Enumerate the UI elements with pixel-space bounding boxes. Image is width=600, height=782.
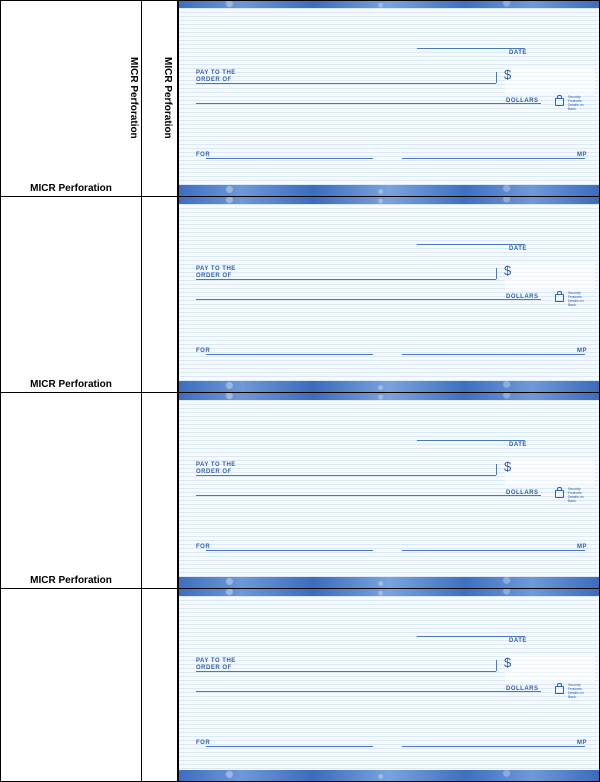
micr-vertical-label-2: MICR Perforation: [162, 57, 173, 139]
stub-left: [1, 589, 142, 781]
dollar-sign: $: [504, 67, 512, 82]
amount-box: [505, 67, 595, 93]
for-label: FOR: [196, 348, 211, 354]
date-line: [417, 636, 525, 637]
stub-strip: [142, 197, 179, 392]
stub-strip: [142, 1, 179, 196]
signature-line: [402, 550, 585, 551]
pay-to-label: PAY TO THE: [196, 266, 236, 272]
lock-icon: [555, 490, 564, 498]
stub-strip: [142, 393, 179, 588]
pay-to-label: PAY TO THE: [196, 70, 236, 76]
pay-to-label: PAY TO THE: [196, 462, 236, 468]
date-label: DATE: [509, 638, 527, 644]
order-of-label: ORDER OF: [196, 469, 232, 475]
micr-perforation-label: MICR Perforation: [30, 575, 112, 586]
for-label: FOR: [196, 740, 211, 746]
payee-line: [196, 83, 496, 84]
for-label: FOR: [196, 152, 211, 158]
security-features-note: Security Features Details on Back.: [568, 95, 584, 111]
date-line: [417, 440, 525, 441]
dollar-sign: $: [504, 459, 512, 474]
security-features-note: Security Features Details on Back.: [568, 683, 584, 699]
amount-words-line: [196, 495, 541, 496]
memo-line: [206, 746, 373, 747]
stub-left: [1, 393, 142, 588]
check-row-1: [1, 1, 599, 197]
payee-line-end: [496, 72, 497, 83]
check-row-4: [1, 589, 599, 781]
check-bottom-border: [179, 577, 599, 588]
mp-label: MP: [577, 544, 587, 550]
check-bottom-border: [179, 381, 599, 392]
dollars-label: DOLLARS: [506, 490, 539, 496]
dollars-label: DOLLARS: [506, 294, 539, 300]
memo-line: [206, 550, 373, 551]
micr-perforation-label: MICR Perforation: [30, 379, 112, 390]
lock-icon: [555, 686, 564, 694]
payee-line: [196, 671, 496, 672]
lock-icon: [555, 98, 564, 106]
check: [179, 589, 599, 781]
payee-line: [196, 475, 496, 476]
mp-label: MP: [577, 348, 587, 354]
payee-line-end: [496, 660, 497, 671]
signature-line: [402, 746, 585, 747]
mp-label: MP: [577, 152, 587, 158]
date-line: [417, 48, 525, 49]
payee-line-end: [496, 464, 497, 475]
dollar-sign: $: [504, 655, 512, 670]
check-row-3: [1, 393, 599, 589]
stub-left: [1, 1, 142, 196]
pay-to-label: PAY TO THE: [196, 658, 236, 664]
amount-box: [505, 655, 595, 681]
check: [179, 197, 599, 392]
amount-words-line: [196, 103, 541, 104]
amount-words-line: [196, 299, 541, 300]
dollars-label: DOLLARS: [506, 98, 539, 104]
check: [179, 1, 599, 196]
stub-strip: [142, 589, 179, 781]
check-bottom-border: [179, 770, 599, 781]
payee-line: [196, 279, 496, 280]
order-of-label: ORDER OF: [196, 665, 232, 671]
signature-line: [402, 354, 585, 355]
order-of-label: ORDER OF: [196, 77, 232, 83]
date-label: DATE: [509, 246, 527, 252]
security-features-note: Security Features Details on Back.: [568, 487, 584, 503]
date-label: DATE: [509, 50, 527, 56]
micr-perforation-label: MICR Perforation: [30, 183, 112, 194]
amount-words-line: [196, 691, 541, 692]
check-top-border: [179, 393, 599, 400]
micr-vertical-label: MICR Perforation: [128, 57, 139, 139]
lock-icon: [555, 294, 564, 302]
memo-line: [206, 158, 373, 159]
payee-line-end: [496, 268, 497, 279]
check: [179, 393, 599, 588]
check-top-border: [179, 1, 599, 8]
security-features-note: Security Features Details on Back.: [568, 291, 584, 307]
signature-line: [402, 158, 585, 159]
for-label: FOR: [196, 544, 211, 550]
check-top-border: [179, 589, 599, 596]
amount-box: [505, 263, 595, 289]
mp-label: MP: [577, 740, 587, 746]
check-row-2: [1, 197, 599, 393]
check-bottom-border: [179, 185, 599, 196]
check-top-border: [179, 197, 599, 204]
date-line: [417, 244, 525, 245]
stub-left: [1, 197, 142, 392]
amount-box: [505, 459, 595, 485]
order-of-label: ORDER OF: [196, 273, 232, 279]
date-label: DATE: [509, 442, 527, 448]
dollar-sign: $: [504, 263, 512, 278]
dollars-label: DOLLARS: [506, 686, 539, 692]
memo-line: [206, 354, 373, 355]
